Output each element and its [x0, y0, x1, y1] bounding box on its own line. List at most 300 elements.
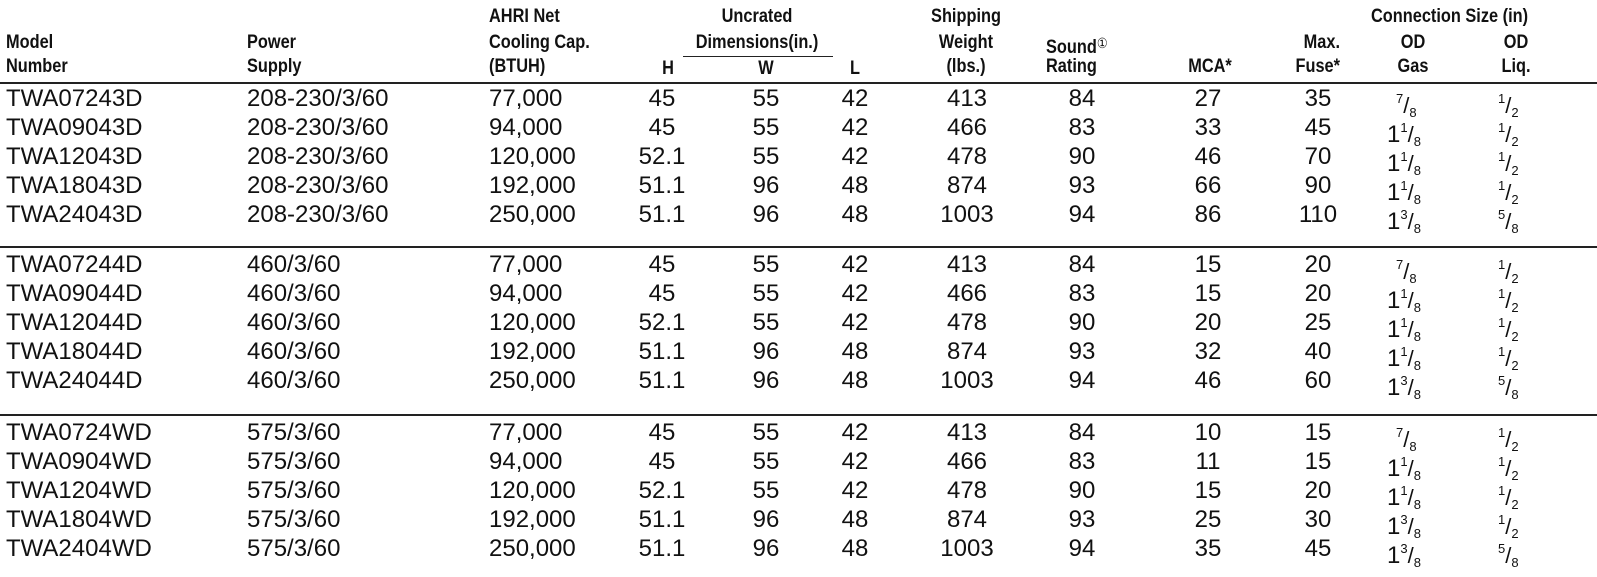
gas-denominator: 8 [1413, 468, 1421, 483]
table-row [0, 476, 1597, 512]
cell-od-liq [1498, 200, 1519, 243]
cell-mca: 46 [1194, 143, 1222, 170]
table-row [0, 447, 1597, 483]
fraction-slash: / [1505, 93, 1512, 118]
cell-model: TWA09044D [6, 280, 143, 307]
table-row [0, 366, 1597, 402]
cell-mca: 33 [1194, 114, 1222, 141]
cell-cap: 250,000 [489, 535, 576, 562]
cell-model: TWA1204WD [6, 477, 152, 504]
liq-numerator: 1 [1498, 483, 1506, 498]
cell-model: TWA2404WD [6, 535, 152, 562]
liq-numerator: 1 [1498, 120, 1506, 135]
cell-weight: 466 [946, 280, 988, 307]
liq-denominator: 8 [1511, 221, 1519, 236]
cell-power: 460/3/60 [247, 367, 341, 394]
cell-w: 55 [752, 280, 780, 307]
liq-numerator: 1 [1498, 344, 1506, 359]
cell-h: 51.1 [638, 367, 686, 394]
liq-numerator: 1 [1498, 257, 1506, 272]
cell-w: 55 [752, 85, 780, 112]
cell-model: TWA0724WD [6, 419, 152, 446]
gas-denominator: 8 [1409, 105, 1417, 120]
cell-weight: 413 [946, 85, 988, 112]
gas-numerator: 3 [1400, 512, 1408, 527]
liq-denominator: 2 [1511, 497, 1519, 512]
cell-h: 45 [648, 85, 676, 112]
gas-whole: 1 [1387, 287, 1401, 314]
gas-denominator: 8 [1413, 526, 1421, 541]
cell-w: 96 [752, 338, 780, 365]
fraction-slash: / [1505, 317, 1512, 342]
cell-fuse: 90 [1304, 172, 1332, 199]
fraction-slash: / [1505, 288, 1512, 313]
header-shipping-1: Shipping [931, 6, 1001, 27]
cell-w: 96 [752, 367, 780, 394]
cell-l: 42 [841, 477, 869, 504]
cell-od-liq [1498, 366, 1519, 409]
fraction-slash: / [1505, 209, 1512, 234]
cell-fuse: 15 [1304, 448, 1332, 475]
cell-cap: 250,000 [489, 367, 576, 394]
cell-weight: 413 [946, 251, 988, 278]
cell-power: 575/3/60 [247, 419, 341, 446]
cell-mca: 25 [1194, 506, 1222, 533]
cell-power: 208-230/3/60 [247, 143, 389, 170]
liq-numerator: 1 [1498, 91, 1506, 106]
fraction-slash: / [1407, 456, 1414, 481]
header-uncrated-2: Dimensions(in.) [695, 32, 819, 53]
gas-whole: 1 [1387, 513, 1401, 540]
cell-cap: 94,000 [489, 280, 563, 307]
gas-whole: 1 [1387, 345, 1401, 372]
fraction-slash: / [1505, 485, 1512, 510]
cell-h: 45 [648, 419, 676, 446]
cell-h: 52.1 [638, 143, 686, 170]
cell-od-gas [1387, 200, 1421, 243]
cell-mca: 32 [1194, 338, 1222, 365]
cell-w: 96 [752, 201, 780, 228]
cell-l: 42 [841, 448, 869, 475]
cell-w: 55 [752, 419, 780, 446]
cell-power: 575/3/60 [247, 448, 341, 475]
gas-whole: 1 [1387, 455, 1401, 482]
liq-numerator: 1 [1498, 454, 1506, 469]
gas-numerator: 1 [1400, 120, 1408, 135]
cell-w: 55 [752, 143, 780, 170]
cell-fuse: 20 [1304, 477, 1332, 504]
cell-fuse: 70 [1304, 143, 1332, 170]
header-mca: MCA* [1188, 56, 1232, 77]
gas-numerator: 7 [1396, 425, 1404, 440]
gas-whole: 1 [1387, 542, 1401, 569]
gas-numerator: 3 [1400, 541, 1408, 556]
liq-denominator: 2 [1511, 271, 1519, 286]
cell-mca: 66 [1194, 172, 1222, 199]
cell-power: 460/3/60 [247, 251, 341, 278]
cell-model: TWA0904WD [6, 448, 152, 475]
cell-l: 42 [841, 419, 869, 446]
cell-model: TWA12044D [6, 309, 143, 336]
cell-cap: 77,000 [489, 85, 563, 112]
header-ahri-3: (BTUH) [489, 56, 546, 77]
liq-numerator: 1 [1498, 315, 1506, 330]
cell-power: 208-230/3/60 [247, 201, 389, 228]
cell-sound: 90 [1068, 143, 1096, 170]
cell-fuse: 40 [1304, 338, 1332, 365]
gas-whole: 1 [1387, 208, 1401, 235]
fraction-slash: / [1407, 180, 1414, 205]
cell-cap: 77,000 [489, 251, 563, 278]
liq-numerator: 5 [1498, 207, 1506, 222]
gas-whole: 1 [1387, 150, 1401, 177]
header-power-1: Power [247, 32, 297, 53]
header-model-2: Number [6, 56, 68, 77]
cell-weight: 1003 [940, 535, 994, 562]
cell-power: 208-230/3/60 [247, 114, 389, 141]
cell-mca: 20 [1194, 309, 1222, 336]
fraction-slash: / [1505, 514, 1512, 539]
liq-numerator: 1 [1498, 286, 1506, 301]
gas-denominator: 8 [1413, 329, 1421, 344]
cell-cap: 192,000 [489, 172, 576, 199]
table-row [0, 171, 1597, 207]
connection-size-header: Connection Size (in) [1371, 6, 1529, 27]
cell-fuse: 25 [1304, 309, 1332, 336]
group-rule-460 [0, 246, 1597, 248]
gas-whole: 1 [1387, 179, 1401, 206]
cell-mca: 11 [1195, 448, 1221, 475]
cell-weight: 466 [946, 448, 988, 475]
cell-h: 51.1 [638, 506, 686, 533]
table-row [0, 505, 1597, 541]
liq-denominator: 2 [1511, 439, 1519, 454]
cell-weight: 1003 [940, 367, 994, 394]
gas-denominator: 8 [1413, 221, 1421, 236]
cell-mca: 15 [1194, 280, 1222, 307]
table-header [0, 0, 1597, 84]
cell-w: 96 [752, 506, 780, 533]
gas-whole: 1 [1387, 316, 1401, 343]
liq-numerator: 5 [1498, 541, 1506, 556]
cell-mca: 15 [1194, 477, 1222, 504]
cell-sound: 94 [1068, 367, 1096, 394]
cell-sound: 93 [1068, 506, 1096, 533]
liq-denominator: 2 [1511, 134, 1519, 149]
cell-weight: 478 [946, 309, 988, 336]
liq-numerator: 1 [1498, 149, 1506, 164]
liq-denominator: 2 [1511, 105, 1519, 120]
liq-denominator: 8 [1511, 555, 1519, 570]
cell-l: 42 [841, 85, 869, 112]
gas-denominator: 8 [1413, 163, 1421, 178]
cell-l: 48 [841, 172, 869, 199]
gas-numerator: 1 [1400, 149, 1408, 164]
fraction-slash: / [1505, 259, 1512, 284]
cell-mca: 35 [1194, 535, 1222, 562]
liq-denominator: 2 [1511, 163, 1519, 178]
cell-model: TWA24044D [6, 367, 143, 394]
cell-fuse: 20 [1304, 280, 1332, 307]
cell-od-liq [1498, 534, 1519, 577]
cell-h: 52.1 [638, 477, 686, 504]
cell-l: 48 [841, 338, 869, 365]
cell-model: TWA12043D [6, 143, 143, 170]
cell-cap: 120,000 [489, 477, 576, 504]
cell-h: 45 [648, 251, 676, 278]
table-row [0, 337, 1597, 373]
cell-weight: 478 [946, 143, 988, 170]
gas-numerator: 1 [1400, 178, 1408, 193]
cell-l: 48 [841, 201, 869, 228]
header-fuse-1: Max. [1303, 32, 1340, 53]
table-row [0, 418, 1597, 454]
cell-sound: 84 [1068, 419, 1096, 446]
cell-h: 52.1 [638, 309, 686, 336]
fraction-slash: / [1407, 375, 1414, 400]
gas-numerator: 3 [1400, 207, 1408, 222]
cell-l: 42 [841, 309, 869, 336]
fraction-slash: / [1407, 543, 1414, 568]
liq-denominator: 2 [1511, 358, 1519, 373]
cell-fuse: 45 [1304, 535, 1332, 562]
cell-power: 208-230/3/60 [247, 85, 389, 112]
cell-w: 55 [752, 477, 780, 504]
fraction-slash: / [1407, 209, 1414, 234]
header-uncrated-1: Uncrated [721, 6, 793, 27]
fraction-slash: / [1407, 485, 1414, 510]
cell-sound: 83 [1068, 114, 1096, 141]
cell-weight: 874 [946, 338, 988, 365]
liq-denominator: 2 [1511, 192, 1519, 207]
fraction-slash: / [1407, 514, 1414, 539]
fraction-slash: / [1407, 151, 1414, 176]
cell-l: 42 [841, 143, 869, 170]
gas-denominator: 8 [1413, 358, 1421, 373]
cell-power: 460/3/60 [247, 309, 341, 336]
gas-denominator: 8 [1413, 497, 1421, 512]
header-shipping-2: Weight [938, 32, 994, 53]
header-shipping-3: (lbs.) [946, 56, 986, 77]
gas-numerator: 3 [1400, 373, 1408, 388]
cell-l: 42 [841, 251, 869, 278]
header-sound-label: Sound [1046, 37, 1097, 58]
cell-sound: 90 [1068, 309, 1096, 336]
cell-h: 45 [648, 114, 676, 141]
cell-sound: 94 [1068, 535, 1096, 562]
header-model-1: Model [6, 32, 54, 53]
fraction-slash: / [1505, 151, 1512, 176]
cell-sound: 84 [1068, 251, 1096, 278]
cell-l: 42 [841, 280, 869, 307]
header-od-gas-2: Gas [1397, 56, 1429, 77]
cell-sound: 94 [1068, 201, 1096, 228]
cell-h: 51.1 [638, 172, 686, 199]
fraction-slash: / [1403, 259, 1410, 284]
cell-power: 575/3/60 [247, 506, 341, 533]
cell-fuse: 110 [1298, 201, 1338, 228]
liq-denominator: 2 [1511, 329, 1519, 344]
cell-model: TWA18043D [6, 172, 143, 199]
cell-mca: 46 [1194, 367, 1222, 394]
liq-numerator: 5 [1498, 373, 1506, 388]
cell-h: 51.1 [638, 535, 686, 562]
cell-weight: 874 [946, 506, 988, 533]
sound-footnote-mark: ① [1096, 35, 1108, 51]
cell-sound: 83 [1068, 280, 1096, 307]
cell-cap: 94,000 [489, 448, 563, 475]
header-od-gas-1: OD [1400, 32, 1426, 53]
header-w: W [758, 58, 774, 79]
cell-sound: 93 [1068, 172, 1096, 199]
gas-whole: 1 [1387, 121, 1401, 148]
header-od-liq-1: OD [1503, 32, 1529, 53]
liq-denominator: 2 [1511, 300, 1519, 315]
fraction-slash: / [1505, 375, 1512, 400]
table-row [0, 250, 1597, 286]
fraction-slash: / [1407, 317, 1414, 342]
cell-w: 96 [752, 172, 780, 199]
cell-model: TWA18044D [6, 338, 143, 365]
cell-l: 48 [841, 367, 869, 394]
cell-model: TWA07243D [6, 85, 143, 112]
gas-denominator: 8 [1413, 192, 1421, 207]
cell-model: TWA24043D [6, 201, 143, 228]
table-row [0, 308, 1597, 344]
cell-power: 208-230/3/60 [247, 172, 389, 199]
cell-mca: 27 [1194, 85, 1222, 112]
table-row [0, 84, 1597, 120]
gas-numerator: 1 [1400, 286, 1408, 301]
cell-fuse: 35 [1304, 85, 1332, 112]
cell-cap: 94,000 [489, 114, 563, 141]
liq-denominator: 8 [1511, 387, 1519, 402]
table-row [0, 200, 1597, 236]
gas-denominator: 8 [1413, 387, 1421, 402]
table-row [0, 279, 1597, 315]
fraction-slash: / [1505, 346, 1512, 371]
cell-l: 42 [841, 114, 869, 141]
cell-fuse: 60 [1304, 367, 1332, 394]
fraction-slash: / [1407, 346, 1414, 371]
fraction-slash: / [1407, 288, 1414, 313]
cell-model: TWA09043D [6, 114, 143, 141]
gas-denominator: 8 [1413, 134, 1421, 149]
gas-numerator: 7 [1396, 257, 1404, 272]
cell-cap: 192,000 [489, 338, 576, 365]
cell-power: 575/3/60 [247, 477, 341, 504]
fraction-slash: / [1403, 427, 1410, 452]
cell-fuse: 20 [1304, 251, 1332, 278]
header-l: L [850, 58, 860, 79]
fraction-slash: / [1403, 93, 1410, 118]
fraction-slash: / [1407, 122, 1414, 147]
cell-cap: 120,000 [489, 309, 576, 336]
cell-fuse: 15 [1304, 419, 1332, 446]
cell-mca: 10 [1194, 419, 1222, 446]
liq-numerator: 1 [1498, 512, 1506, 527]
table-row [0, 142, 1597, 178]
gas-numerator: 1 [1400, 315, 1408, 330]
cell-sound: 83 [1068, 448, 1096, 475]
cell-h: 51.1 [638, 338, 686, 365]
fraction-slash: / [1505, 543, 1512, 568]
cell-l: 48 [841, 535, 869, 562]
gas-denominator: 8 [1409, 439, 1417, 454]
liq-denominator: 2 [1511, 526, 1519, 541]
table-row [0, 534, 1597, 570]
cell-weight: 413 [946, 419, 988, 446]
header-ahri-2: Cooling Cap. [489, 32, 590, 53]
group-rule-575 [0, 414, 1597, 416]
fraction-slash: / [1505, 180, 1512, 205]
cell-sound: 84 [1068, 85, 1096, 112]
cell-cap: 120,000 [489, 143, 576, 170]
cell-od-gas [1387, 366, 1421, 409]
cell-power: 575/3/60 [247, 535, 341, 562]
cell-weight: 478 [946, 477, 988, 504]
cell-model: TWA07244D [6, 251, 143, 278]
cell-fuse: 45 [1304, 114, 1332, 141]
cell-mca: 86 [1194, 201, 1222, 228]
cell-power: 460/3/60 [247, 280, 341, 307]
liq-numerator: 1 [1498, 425, 1506, 440]
cell-w: 55 [752, 309, 780, 336]
gas-whole: 1 [1387, 484, 1401, 511]
cell-cap: 250,000 [489, 201, 576, 228]
cell-od-gas [1387, 534, 1421, 577]
cell-weight: 1003 [940, 201, 994, 228]
fraction-slash: / [1505, 427, 1512, 452]
cell-power: 460/3/60 [247, 338, 341, 365]
cell-weight: 874 [946, 172, 988, 199]
liq-numerator: 1 [1498, 178, 1506, 193]
gas-numerator: 1 [1400, 454, 1408, 469]
gas-denominator: 8 [1413, 555, 1421, 570]
gas-denominator: 8 [1413, 300, 1421, 315]
gas-whole: 1 [1387, 374, 1401, 401]
cell-fuse: 30 [1304, 506, 1332, 533]
cell-h: 45 [648, 280, 676, 307]
header-sound-2: Rating [1046, 56, 1097, 77]
cell-mca: 15 [1194, 251, 1222, 278]
cell-weight: 466 [946, 114, 988, 141]
gas-numerator: 7 [1396, 91, 1404, 106]
liq-denominator: 2 [1511, 468, 1519, 483]
cell-h: 51.1 [638, 201, 686, 228]
cell-l: 48 [841, 506, 869, 533]
gas-numerator: 1 [1400, 483, 1408, 498]
header-h: H [662, 58, 674, 79]
fraction-slash: / [1505, 122, 1512, 147]
cell-cap: 77,000 [489, 419, 563, 446]
cell-w: 96 [752, 535, 780, 562]
gas-denominator: 8 [1409, 271, 1417, 286]
cell-h: 45 [648, 448, 676, 475]
cell-model: TWA1804WD [6, 506, 152, 533]
cell-cap: 192,000 [489, 506, 576, 533]
cell-sound: 93 [1068, 338, 1096, 365]
header-od-liq-2: Liq. [1501, 56, 1531, 77]
header-fuse-2: Fuse* [1295, 56, 1340, 77]
cell-w: 55 [752, 251, 780, 278]
gas-numerator: 1 [1400, 344, 1408, 359]
header-power-2: Supply [247, 56, 302, 77]
cell-w: 55 [752, 448, 780, 475]
cell-sound: 90 [1068, 477, 1096, 504]
cell-w: 55 [752, 114, 780, 141]
header-ahri-1: AHRI Net [489, 6, 560, 27]
